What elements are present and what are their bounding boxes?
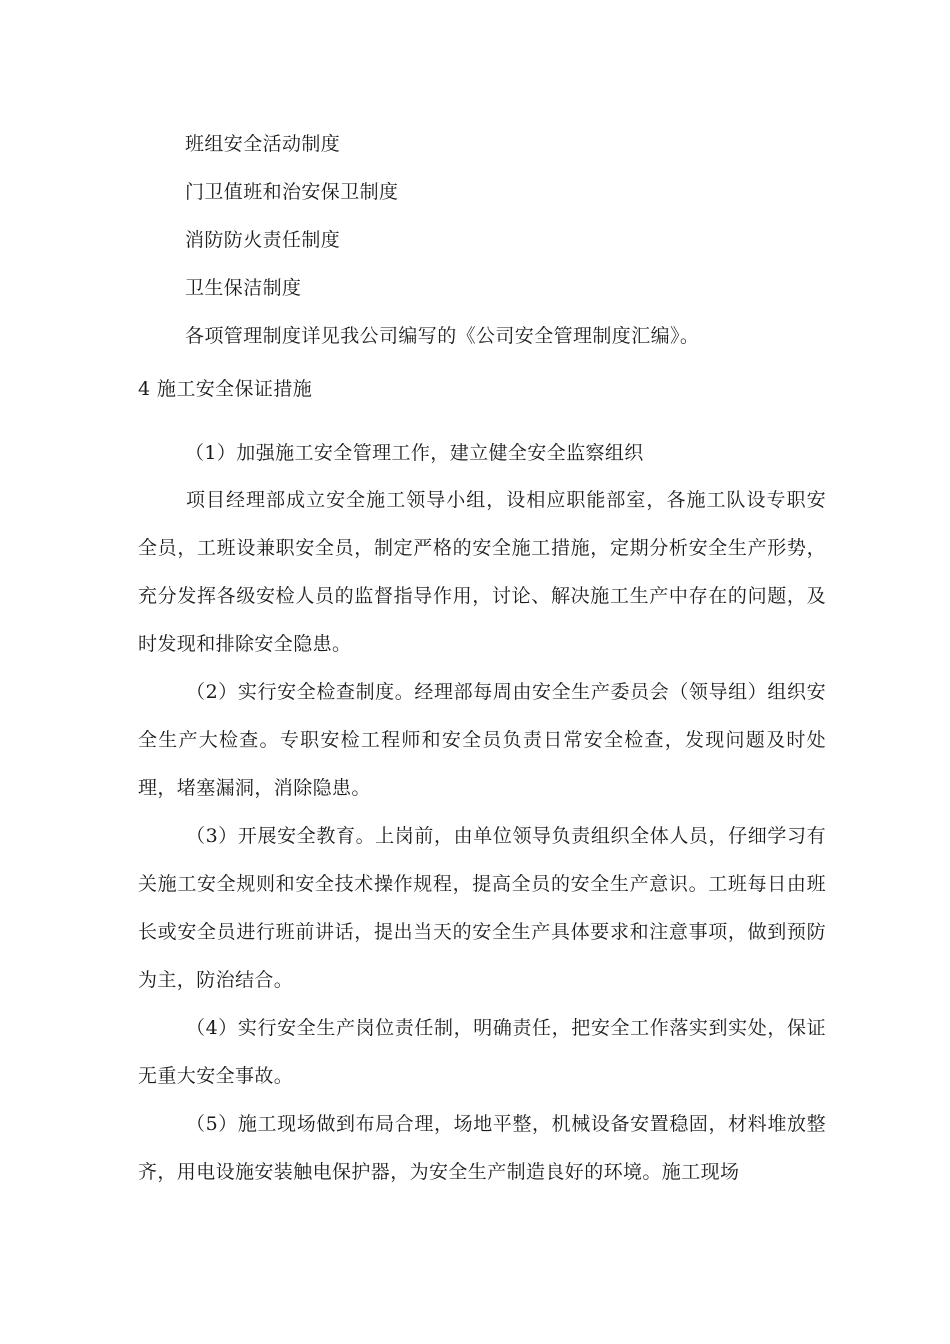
list-item-team-safety-activity: 班组安全活动制度 bbox=[185, 133, 341, 155]
section-heading: 4 施工安全保证措施 bbox=[138, 378, 313, 400]
list-item-sanitation: 卫生保洁制度 bbox=[185, 277, 302, 299]
paragraph-safety-education: （3）开展安全教育。上岗前，由单位领导负责组织全体人员，仔细学习有关施工安全规则和安全技术操作规程，提高全员的安全生产意识。工班每日由班长或安全员进行班前讲话，提出当天的安全生产具体要求和注意事项，做到预防为主，防治结合。 bbox=[138, 825, 826, 991]
reference-note: 各项管理制度详见我公司编写的《公司安全管理制度汇编》。 bbox=[185, 325, 700, 347]
paragraph-site-layout: （5）施工现场做到布局合理，场地平整，机械设备安置稳固，材料堆放整齐，用电设施安装触电保护器，为安全生产制造良好的环境。施工现场 bbox=[138, 1113, 826, 1183]
subheading: （1）加强施工安全管理工作，建立健全安全监察组织 bbox=[185, 442, 644, 464]
paragraph-safety-organization: 项目经理部成立安全施工领导小组，设相应职能部室，各施工队设专职安全员，工班设兼职安全员，制定严格的安全施工措施，定期分析安全生产形势，充分发挥各级安检人员的监督指导作用，讨论、解决施工生产中存在的问题，及时发现和排除安全隐患。 bbox=[138, 489, 826, 655]
list-item-guard-duty: 门卫值班和治安保卫制度 bbox=[185, 181, 399, 203]
list-item-fire-responsibility: 消防防火责任制度 bbox=[185, 229, 341, 251]
paragraph-responsibility-system: （4）实行安全生产岗位责任制，明确责任，把安全工作落实到实处，保证无重大安全事故。 bbox=[138, 1017, 826, 1087]
paragraph-safety-inspection: （2）实行安全检查制度。经理部每周由安全生产委员会（领导组）组织安全生产大检查。专职安检工程师和安全员负责日常安全检查，发现问题及时处理，堵塞漏洞，消除隐患。 bbox=[138, 681, 826, 799]
